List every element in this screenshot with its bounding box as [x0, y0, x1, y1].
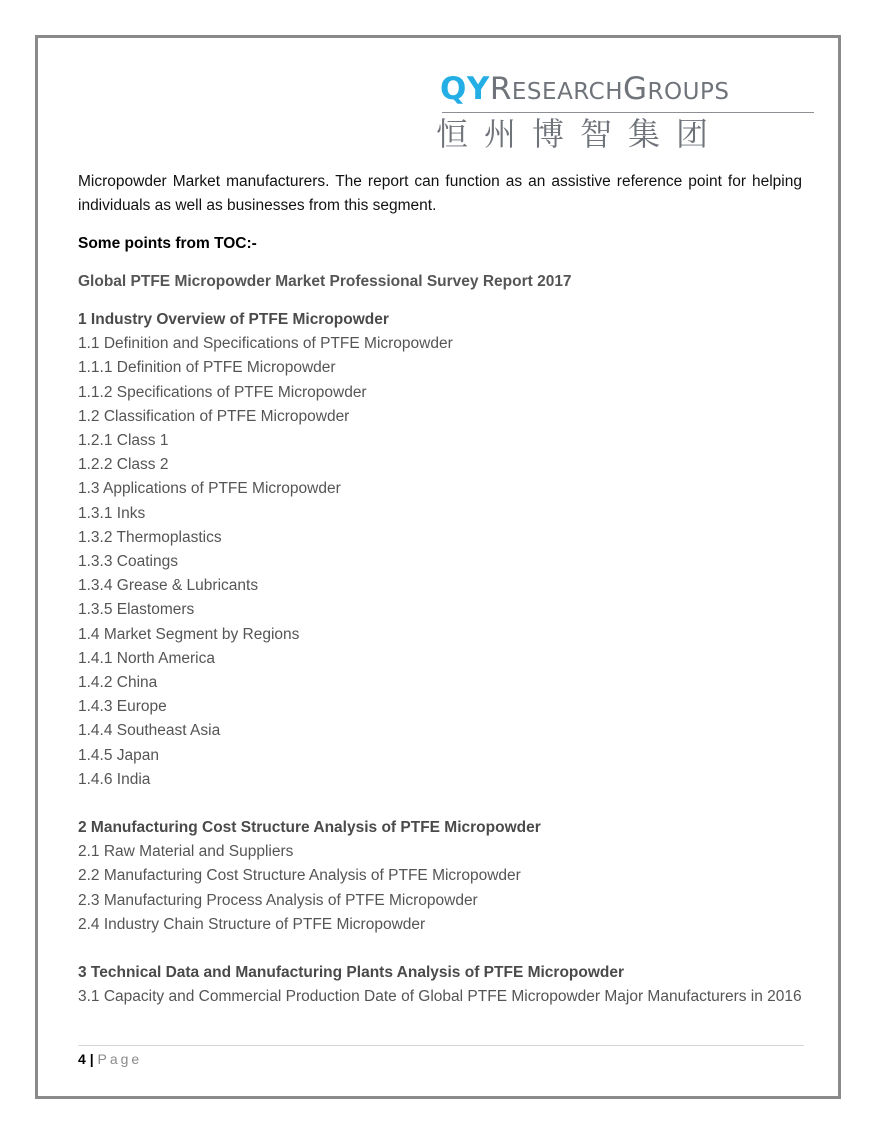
toc-item: 1.4.2 China [78, 674, 158, 692]
toc-section-title: 2 Manufacturing Cost Structure Analysis of PTFE Micropowder [78, 819, 541, 837]
toc-item: 1.2.1 Class 1 [78, 432, 169, 450]
page-number: 4 [78, 1051, 86, 1067]
toc-item: 1.2 Classification of PTFE Micropowder [78, 407, 350, 425]
toc-item: 2.4 Industry Chain Structure of PTFE Micropowder [78, 915, 426, 933]
toc-item: 1.3.2 Thermoplastics [78, 528, 222, 546]
toc-item: 1.3 Applications of PTFE Micropowder [78, 480, 341, 498]
toc-item: 1.4.3 Europe [78, 698, 167, 716]
toc-item: 1.4 Market Segment by Regions [78, 625, 300, 643]
toc-section-title: 3 Technical Data and Manufacturing Plants Analysis of PTFE Micropowder [78, 964, 625, 982]
toc-item: 1.2.2 Class 2 [78, 456, 169, 474]
toc-section-3 [78, 961, 802, 1009]
toc-item: 1.4.4 Southeast Asia [78, 722, 221, 740]
toc-section-1 [78, 308, 802, 792]
logo-english-text [440, 70, 816, 108]
toc-section-2 [78, 816, 802, 937]
toc-item: 1.4.1 North America [78, 649, 215, 667]
toc-item: 3.1 Capacity and Commercial Production Date of Global PTFE Micropowder Major Manufacturers in 2016 [78, 988, 802, 1006]
toc-item: 1.3.1 Inks [78, 504, 146, 522]
toc-item: 1.1.1 Definition of PTFE Micropowder [78, 359, 336, 377]
logo-qy-mark: QY [440, 71, 490, 107]
intro-paragraph: Micropowder Market manufacturers. The report can function as an assistive reference point for helping individuals as well as businesses from this segment. [78, 173, 802, 214]
toc-item: 2.3 Manufacturing Process Analysis of PTFE Micropowder [78, 891, 478, 909]
logo-divider [442, 112, 814, 113]
logo-chinese-text: 恒州博智集团 [436, 115, 725, 153]
toc-item: 2.2 Manufacturing Cost Structure Analysis of PTFE Micropowder [78, 867, 521, 885]
toc-item: 1.4.5 Japan [78, 746, 160, 764]
toc-item: 1.1 Definition and Specifications of PTFE Micropowder [78, 335, 453, 353]
toc-item: 1.4.6 India [78, 770, 151, 788]
toc-item: 1.3.5 Elastomers [78, 601, 195, 619]
document-body [78, 170, 802, 1009]
footer-separator: | [89, 1051, 94, 1067]
toc-item: 1.3.3 Coatings [78, 553, 178, 571]
page-label: Page [97, 1051, 143, 1067]
toc-item: 2.1 Raw Material and Suppliers [78, 843, 294, 861]
toc-heading: Some points from TOC:- [78, 235, 257, 252]
page-footer [78, 1045, 804, 1069]
toc-section-title: 1 Industry Overview of PTFE Micropowder [78, 311, 389, 328]
logo-research-groups: RESEARCHGROUPS [489, 71, 730, 107]
company-logo [436, 70, 816, 154]
report-title: Global PTFE Micropowder Market Professional Survey Report 2017 [78, 273, 572, 290]
toc-item: 1.3.4 Grease & Lubricants [78, 577, 259, 595]
toc-item: 1.1.2 Specifications of PTFE Micropowder [78, 383, 367, 401]
